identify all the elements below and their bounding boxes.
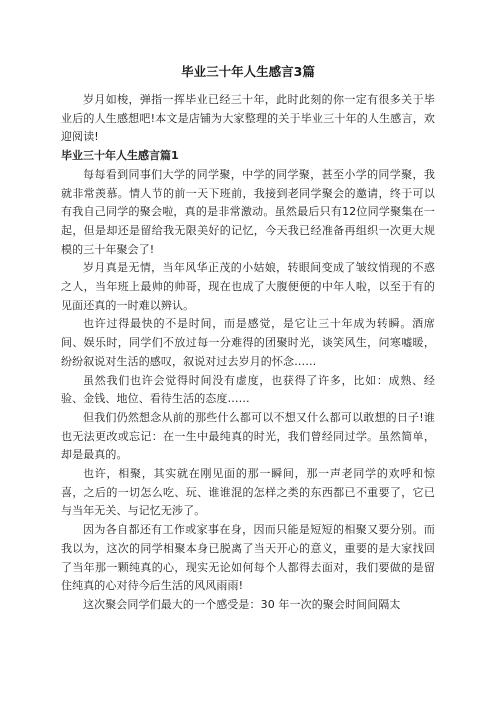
body-paragraph: 但我们仍然想念从前的那些什么都可以不想又什么都可以敢想的日子!谁也无法更改或忘记：在一生中最纯真的时光，我们曾经同过学。虽然简单，却是最真的。 (61, 410, 435, 462)
intro-paragraph: 岁月如梭，弹指一挥毕业已经三十年，此时此刻的你一定有很多关于毕业后的人生感想吧!本文是店铺为大家整理的关于毕业三十年的人生感言，欢迎阅读! (61, 93, 435, 144)
body-paragraph: 因为各自都还有工作或家事在身，因而只能是短短的相聚又要分别。而我以为，这次的同学相聚本身已脱离了当天开心的意义，重要的是大家找回了当年那一颗纯真的心，现实无论如何每个人都得去面对，我们要做的是留住纯真的心对待今后生活的风风雨雨! (61, 523, 435, 593)
body-paragraph: 这次聚会同学们最大的一个感受是：30 年一次的聚会时间间隔太 (83, 597, 401, 611)
document-page (61, 62, 435, 615)
body-paragraph: 虽然我们也许会觉得时间没有虚度，也获得了许多，比如：成熟、经验、金钱、地位、看待生活的态度…… (61, 373, 435, 406)
document-title: 毕业三十年人生感言3篇 (181, 64, 315, 79)
body-paragraph: 每每看到同事们大学的同学聚，中学的同学聚，甚至小学的同学聚，我就非常羡慕。情人节的前一天下班前，我接到老同学聚会的邀请，终于可以有我自己同学的聚会啦，真的是非常激动。虽然最后只有12位同学聚集在一起，但是却还是留给我无限美好的记忆，今天我已经准备再组织一次更大规模的三十年聚会了! (61, 167, 435, 256)
section-heading: 毕业三十年人生感言篇1 (61, 149, 179, 163)
body-paragraph: 也许，相聚，其实就在刚见面的那一瞬间，那一声老同学的欢呼和惊喜，之后的一切怎么吃、玩、谁谁混的怎样之类的东西都已不重要了，它已与当年无关、与记忆无涉了。 (61, 467, 435, 518)
body-paragraph: 岁月真是无情，当年风华正茂的小姑娘，转眼间变成了皱纹悄现的不惑之人，当年班上最帅的帅哥，现在也成了大腹便便的中年人啦，以至于有的见面还真的一时难以辨认。 (61, 261, 435, 312)
body-paragraph: 也许过得最快的不是时间，而是感觉，是它让三十年成为转瞬。酒席间、娱乐时，同学们不放过每一分难得的团聚时光，谈笑风生，问寒嘘暖，纷纷叙说对生活的感叹，叙说对过去岁月的怀念…… (61, 317, 435, 368)
